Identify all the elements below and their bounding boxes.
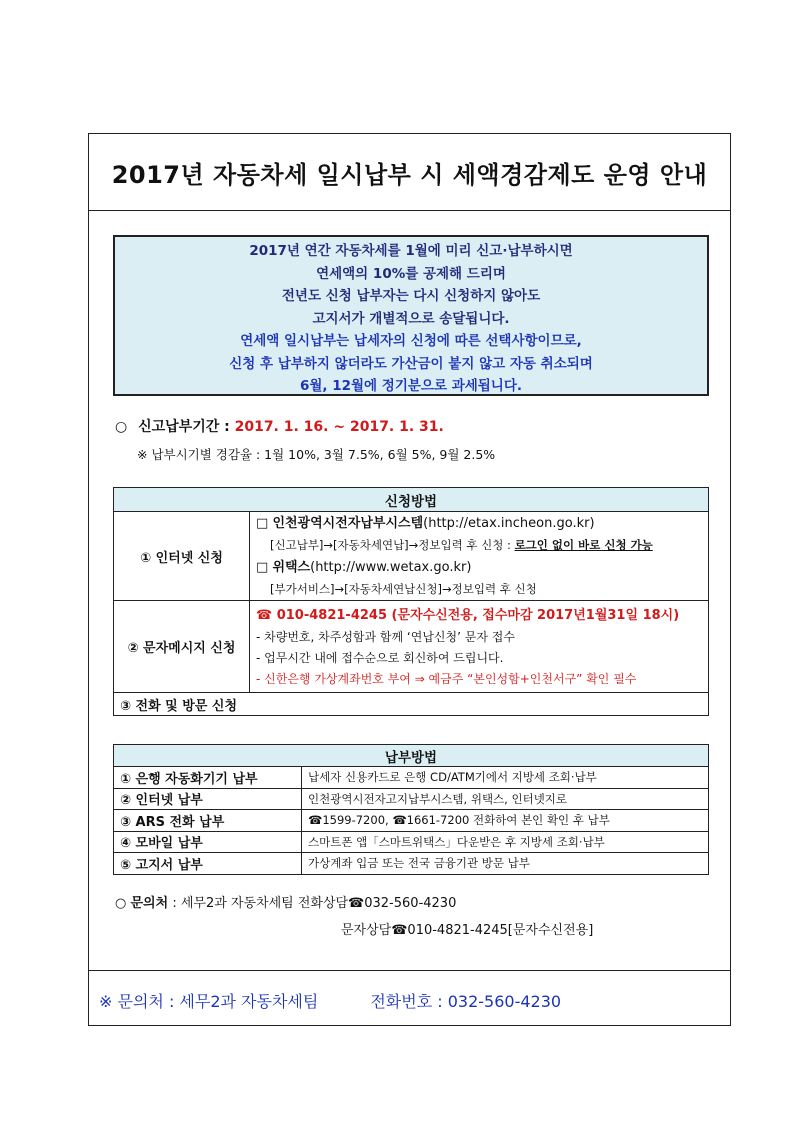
pay-label: ③ ARS 전화 납부 [114, 810, 302, 832]
contact-phone: : 세무2과 자동차세팀 전화상담☎032-560-4230 [172, 896, 457, 911]
sms-line-2: - 업무시간 내에 접수순으로 회신하여 드립니다. [256, 650, 504, 665]
sms-phone: ☎ 010-4821-4245 (문자수신전용, 접수마감 2017년1월31일 18시) [256, 607, 680, 623]
period-line [115, 416, 444, 436]
sms-line-1: - 차량번호, 차주성함과 함께 ‘연납신청’ 문자 접수 [256, 629, 515, 644]
wetax-item [256, 556, 702, 579]
divider [89, 970, 730, 971]
internet-apply-cell [250, 512, 709, 601]
payment-method-table [113, 744, 709, 875]
table-row [114, 767, 709, 789]
sms-apply-cell [250, 601, 709, 693]
pay-label: ⑤ 고지서 납부 [114, 853, 302, 875]
pay-desc: 스마트폰 앱「스마트위택스」다운받은 후 지방세 조회·납부 [302, 831, 709, 853]
title-bar [89, 134, 730, 211]
pay-desc: ☎1599-7200, ☎1661-7200 전화하여 본인 확인 후 납부 [302, 810, 709, 832]
notice-line-4: 고지서가 개별적으로 송달됩니다. [312, 310, 510, 327]
pay-desc: 가상계좌 입금 또는 전국 금융기관 방문 납부 [302, 853, 709, 875]
notice-line-5: 연세액 일시납부는 납세자의 신청에 따른 선택사항이므로, [240, 333, 582, 349]
etax-url[interactable]: (http://etax.incheon.go.kr) [423, 516, 595, 531]
contact-bullet: ○ [115, 896, 127, 911]
footer-contact [99, 989, 561, 1012]
pay-label: ② 인터넷 납부 [114, 788, 302, 810]
etax-path [256, 535, 702, 556]
notice-line-6: 신청 후 납부하지 않더라도 가산금이 붙지 않고 자동 취소되며 [229, 355, 593, 372]
footer-left: ※ 문의처 : 세무2과 자동차세팀 [99, 992, 319, 1011]
notice-line-2: 연세액의 10%를 공제해 드리며 [316, 265, 506, 282]
page-title: 2017년 자동차세 일시납부 시 세액경감제도 운영 안내 [111, 160, 708, 189]
apply-method-table [113, 487, 709, 716]
notice-line-3: 전년도 신청 납부자는 다시 신청하지 않아도 [281, 288, 541, 304]
checkbox-icon: □ [256, 560, 269, 575]
etax-item [256, 512, 702, 535]
wetax-url[interactable]: (http://www.wetax.go.kr) [310, 560, 472, 575]
pay-label: ① 은행 자동화기기 납부 [114, 767, 302, 789]
apply-table-header: 신청방법 [114, 488, 709, 512]
internet-apply-label: ① 인터넷 신청 [114, 512, 250, 601]
table-row [114, 831, 709, 853]
footer-right: 전화번호 : 032-560-4230 [370, 992, 562, 1011]
table-row [114, 853, 709, 875]
period-label: 신고납부기간 : [138, 419, 230, 435]
table-row [114, 810, 709, 832]
table-row [114, 788, 709, 810]
sms-apply-label: ② 문자메시지 신청 [114, 601, 250, 693]
document-frame [88, 133, 731, 1026]
notice-box [113, 235, 709, 396]
contact-line [115, 892, 456, 911]
contact-label: 문의처 [130, 896, 169, 911]
checkbox-icon: □ [256, 516, 269, 531]
pay-table-header: 납부방법 [114, 745, 709, 767]
notice-line-1: 2017년 연간 자동차세를 1월에 미리 신고·납부하시면 [249, 243, 573, 259]
period-value: 2017. 1. 16. ~ 2017. 1. 31. [234, 419, 444, 435]
pay-label: ④ 모바일 납부 [114, 831, 302, 853]
period-bullet: ○ [115, 419, 128, 435]
pay-desc: 납세자 신용카드로 은행 CD/ATM기에서 지방세 조회·납부 [302, 767, 709, 789]
notice-line-7: 6월, 12월에 정기분으로 과세됩니다. [299, 378, 523, 394]
etax-no-login-note: 로그인 없이 바로 신청 가능 [514, 538, 653, 552]
sms-line-3: - 신한은행 가상계좌번호 부여 ⇒ 예금주 “본인성함+인천서구” 확인 필수 [256, 671, 637, 686]
etax-name: 인천광역시전자납부시스템 [272, 516, 424, 531]
wetax-name: 위택스 [272, 560, 311, 575]
wetax-path: [부가서비스]→[자동차세연납신청]→정보입력 후 신청 [270, 582, 537, 596]
discount-rates-note: ※ 납부시기별 경감율 : 1월 10%, 3월 7.5%, 6월 5%, 9월 2.5% [137, 447, 496, 462]
etax-path-text: [신고납부]→[자동차세연납]→정보입력 후 신청 : [270, 538, 511, 552]
contact-sms: 문자상담☎010-4821-4245[문자수신전용] [341, 923, 594, 938]
phone-visit-apply: ③ 전화 및 방문 신청 [114, 693, 709, 716]
pay-desc: 인천광역시전자고지납부시스템, 위택스, 인터넷지로 [302, 788, 709, 810]
